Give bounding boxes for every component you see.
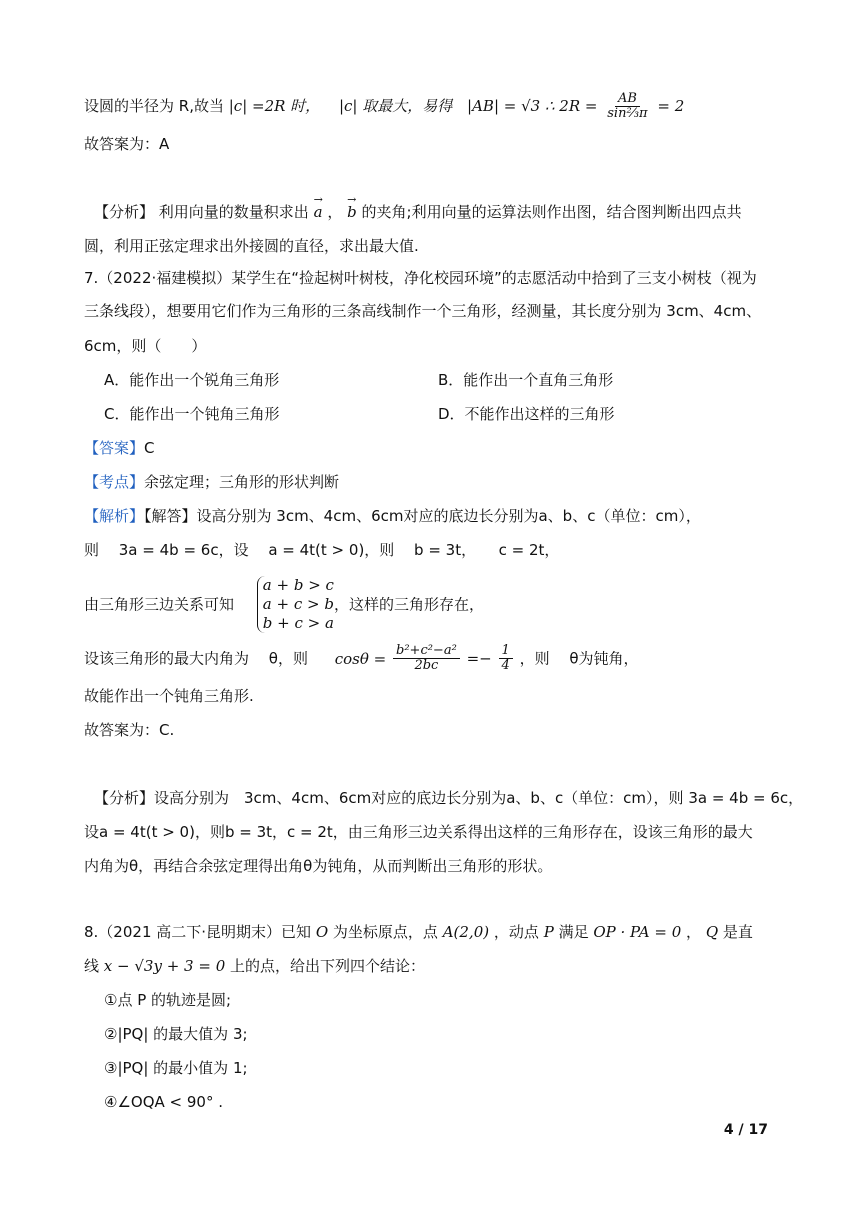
prev-analysis-sep: ， (327, 203, 343, 221)
q8-text2: 为坐标原点，点 (332, 923, 438, 941)
q8-text8: 上的点，给出下列四个结论： (230, 957, 426, 975)
q8-stem-line2 (84, 956, 425, 976)
cos-frac-num: b²+c²−a² (393, 644, 460, 659)
q7-analysis-line2: 设a = 4t(t > 0)，则b = 3t，c = 2t，由三角形三边关系得出这样的三角形存在，设该三角形的最大 (84, 823, 753, 841)
q8-conclusion-4: ④∠OQA < 90° . (104, 1093, 223, 1111)
knowledge-text: 余弦定理；三角形的形状判断 (144, 473, 340, 491)
q8-text7: 线 (84, 957, 100, 975)
q8-text4: 满足 (558, 923, 589, 941)
cos-equals: =− (466, 649, 492, 668)
q7-solution-line4 (84, 644, 639, 673)
quarter-fraction (499, 644, 513, 673)
page-number: 4 / 17 (723, 1122, 768, 1138)
q7-option-a: A．能作出一个锐角三角形 (104, 371, 280, 389)
q8-point-p: P (543, 923, 554, 941)
solution-text1: 【解答】设高分别为 3cm、4cm、6cm对应的底边长分别为a、b、c（单位：cm）， (144, 507, 701, 525)
prev-analysis-line1 (94, 202, 742, 222)
prev-solution-line (84, 92, 684, 121)
q8-point-a: A(2,0) (442, 923, 490, 941)
prev-fraction (604, 92, 650, 121)
q8-conclusion-3: ③|PQ| 的最小值为 1; (104, 1059, 248, 1077)
prev-answer: 故答案为：A (84, 135, 170, 153)
answer-value: C (144, 439, 155, 457)
q8-text6: 是直 (722, 923, 753, 941)
quarter-den: 4 (501, 658, 510, 673)
q7-solution-line5: 故能作出一个钝角三角形. (84, 687, 254, 705)
cos-frac-den: 2bc (414, 658, 439, 673)
q8-stem-line1 (84, 922, 753, 942)
q7-knowledge-point (84, 472, 339, 492)
prev-analysis-line2: 圆，利用正弦定理求出外接圆的直径，求出最大值. (84, 237, 419, 255)
q8-point-q: Q (705, 923, 719, 941)
inequality-system (257, 576, 334, 633)
q7-analysis-line3: 内角为θ，再结合余弦定理得出角θ为钝角，从而判断出三角形的形状。 (84, 857, 553, 875)
q8-text3: ，动点 (493, 923, 539, 941)
q7-answer (84, 438, 155, 458)
solution-text3b: ，这样的三角形存在， (333, 595, 484, 614)
q7-stem-line2: 三条线段），想要用它们作为三角形的三条高线制作一个三角形，经测量，其长度分别为 3cm、4cm、 (84, 302, 762, 320)
solution-text3: 由三角形三边关系可知 (84, 595, 235, 614)
q8-conclusion-1: ①点 P 的轨迹是圆; (104, 991, 232, 1009)
q8-line-equation: x − √3y + 3 = 0 (103, 957, 226, 975)
cos-label: cosθ = (334, 649, 387, 668)
inequality-3: b + c > a (262, 614, 334, 632)
prev-analysis-text: 利用向量的数量积求出 (158, 203, 309, 221)
prev-text: 设圆的半径为 R,故当 (84, 97, 229, 115)
q7-option-d: D．不能作出这样的三角形 (438, 405, 615, 423)
q7-analysis-line1 (94, 788, 803, 808)
cos-fraction (393, 644, 460, 673)
analysis-text1: 设高分别为 3cm、4cm、6cm对应的底边长分别为a、b、c（单位：cm），则 3a = 4b = 6c， (154, 789, 804, 807)
q8-dot-product: OP · PA = 0 (593, 923, 682, 941)
q7-stem-line3: 6cm，则（ ） (84, 337, 207, 355)
prev-math-c2: |c| 取最大，易得 (338, 97, 453, 115)
vector-a: → a (314, 202, 323, 222)
prev-analysis-text2: 的夹角;利用向量的运算法则作出图，结合图判断出四点共 (361, 203, 742, 221)
q7-option-c: C．能作出一个钝角三角形 (104, 405, 280, 423)
q7-solution-line1 (84, 506, 701, 526)
q8-text1: 8.（2021 高二下·昆明期末）已知 (84, 923, 312, 941)
answer-tag: 【答案】 (84, 439, 145, 457)
q8-conclusion-2: ②|PQ| 的最大值为 3; (104, 1025, 248, 1043)
prev-math-end: = 2 (657, 97, 685, 115)
prev-math-ab: |AB| = √3 ∴ 2R = (467, 97, 598, 115)
q8-text5: ， (686, 923, 702, 941)
analysis-tag: 【分析】 (94, 789, 155, 807)
q7-stem-line1: 7.（2022·福建模拟）某学生在“捡起树叶树枝，净化校园环境”的志愿活动中拾到了三支小树枝（视为 (84, 269, 757, 287)
q8-point-o: O (315, 923, 329, 941)
prev-math-c1: |c| =2R 时， (228, 97, 321, 115)
prev-frac-num: AB (615, 92, 640, 107)
inequality-2: a + c > b (262, 595, 334, 613)
vector-b: → b (347, 202, 357, 222)
prev-frac-den: sin⅔π (607, 106, 648, 121)
prev-analysis-tag: 【分析】 (94, 203, 155, 221)
quarter-num: 1 (499, 644, 513, 659)
knowledge-tag: 【考点】 (84, 473, 145, 491)
q7-solution-line2: 则 3a = 4b = 6c，设 a = 4t(t > 0)，则 b = 3t， c = 2t， (84, 541, 560, 559)
q7-solution-line3 (84, 576, 484, 633)
solution-text4a: 设该三角形的最大内角为 θ，则 (84, 649, 308, 668)
q7-solution-line6: 故答案为：C. (84, 721, 175, 739)
solution-tag: 【解析】 (84, 507, 145, 525)
inequality-1: a + b > c (262, 576, 334, 594)
q7-option-b: B．能作出一个直角三角形 (438, 371, 614, 389)
solution-text4b: ，则 θ为钝角， (519, 649, 639, 668)
